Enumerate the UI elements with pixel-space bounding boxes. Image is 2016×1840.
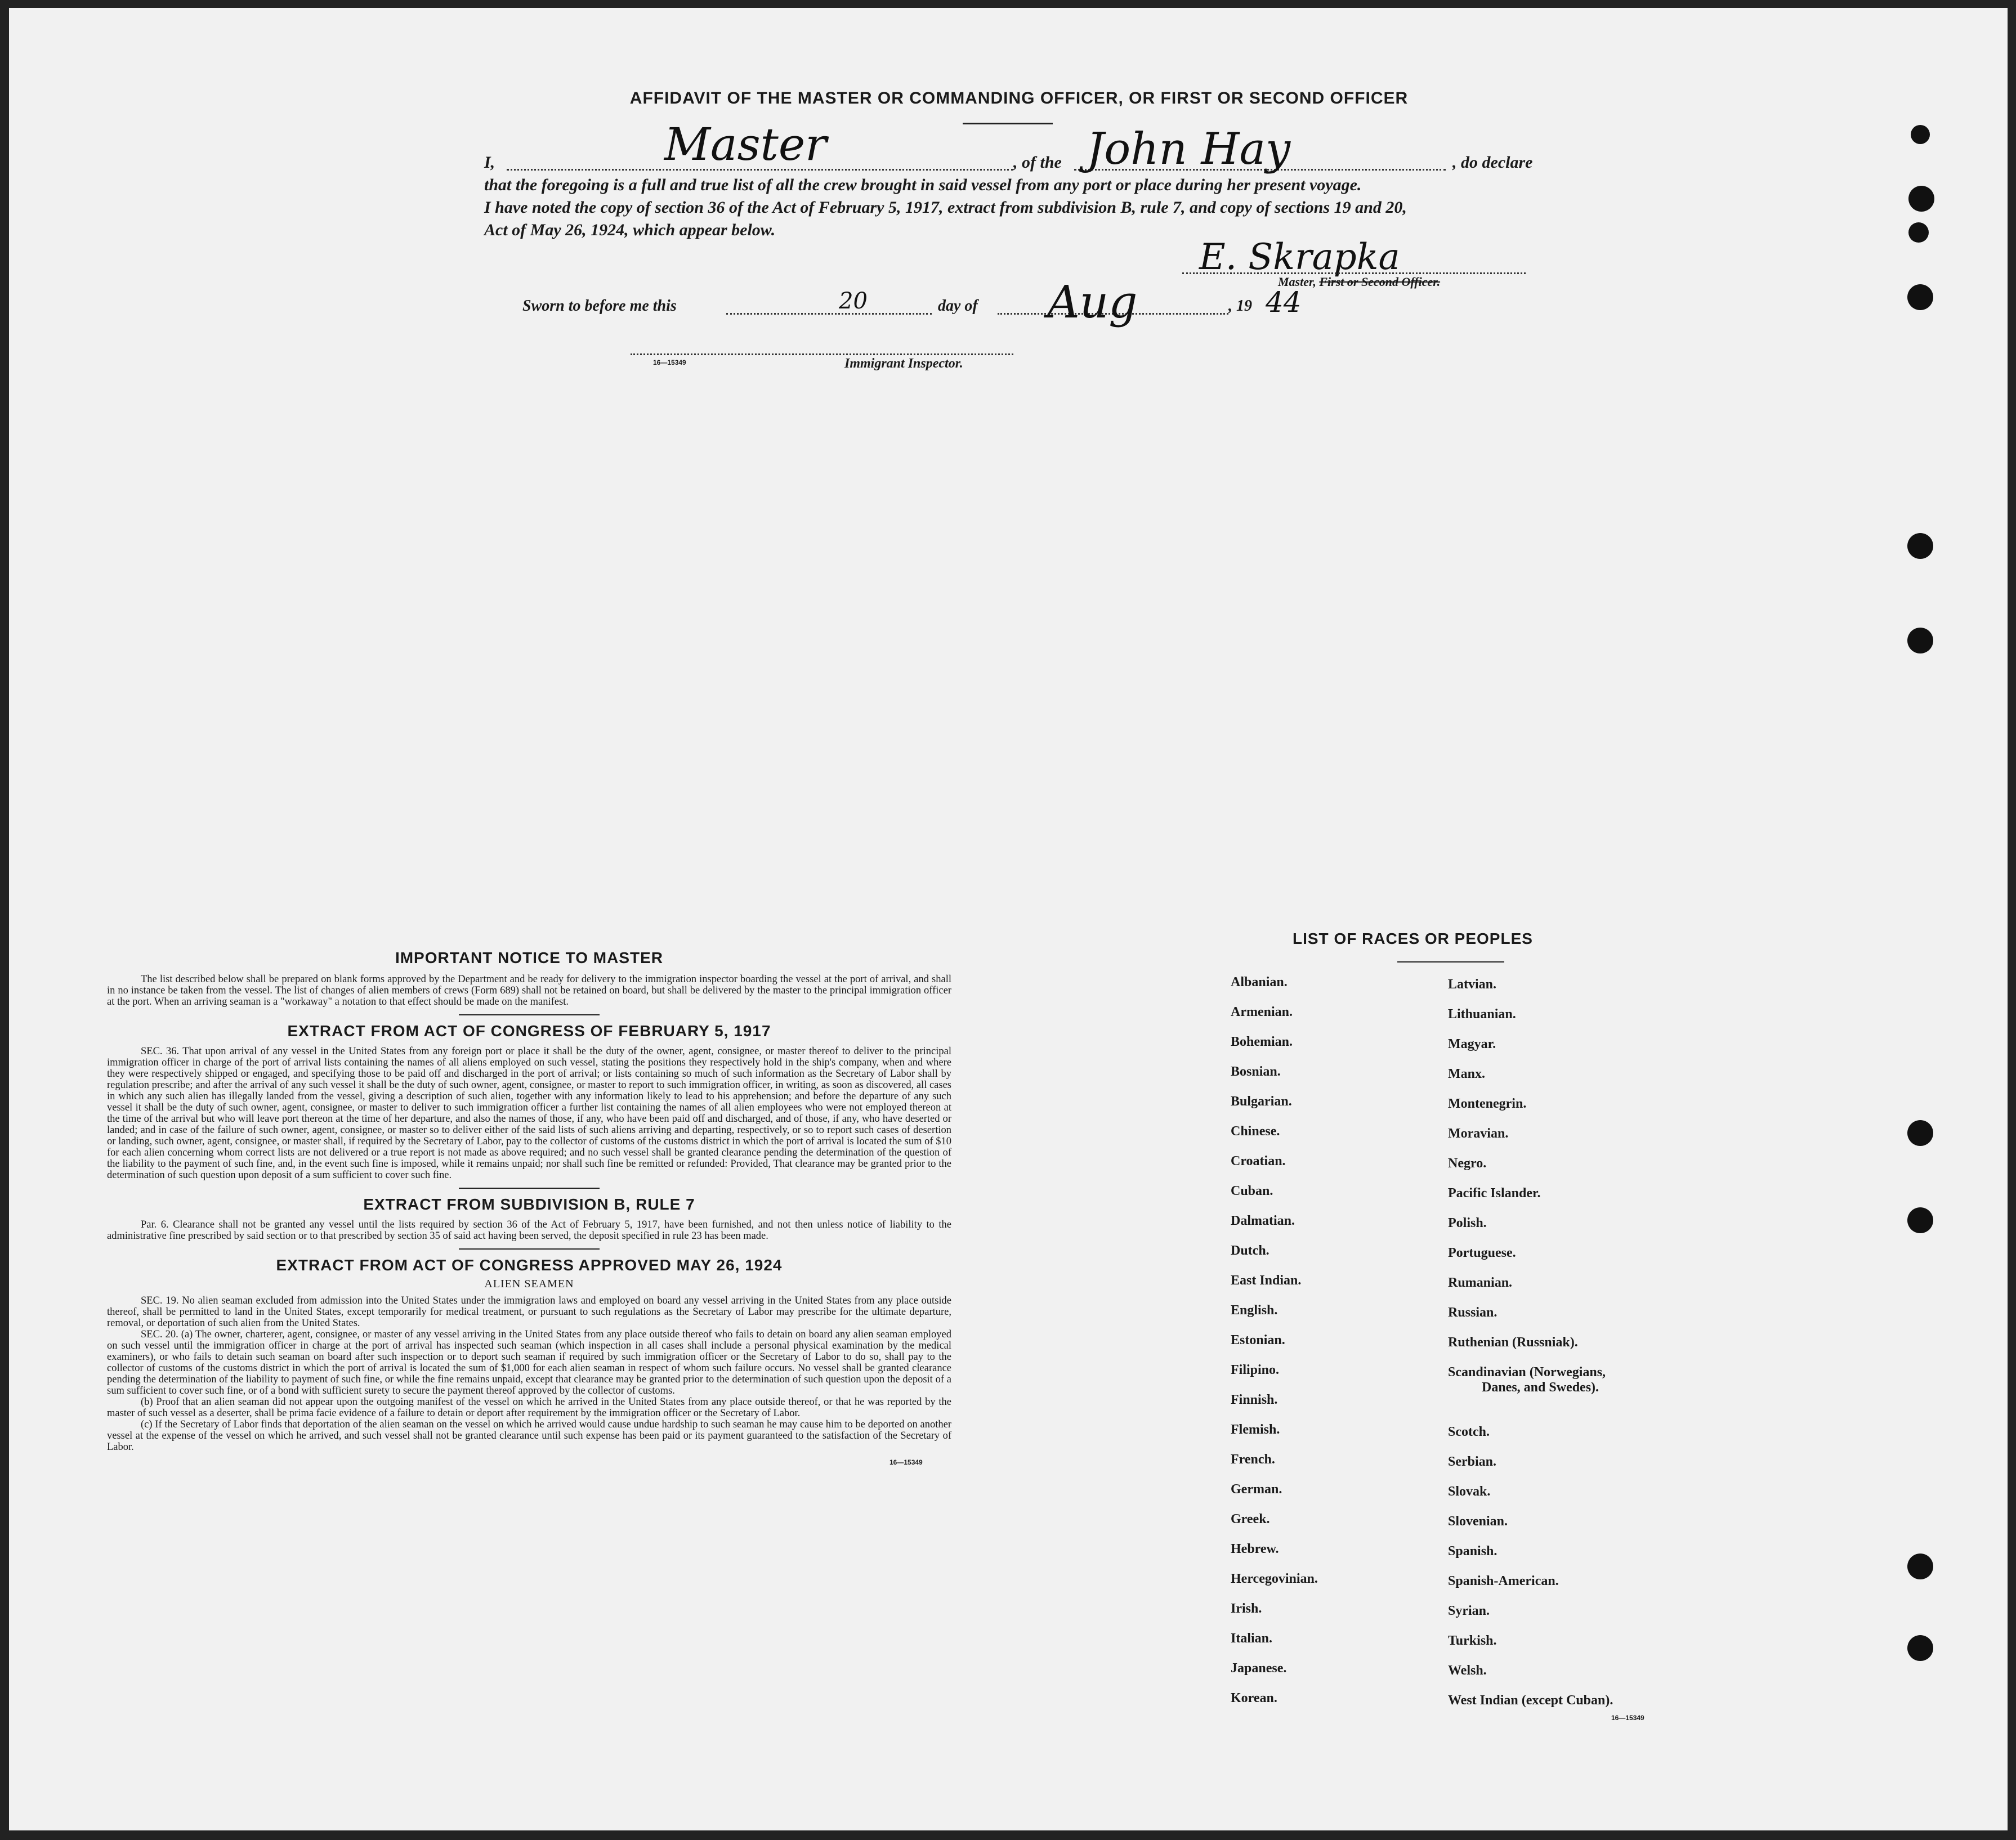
race-item: Hebrew. <box>1231 1542 1279 1556</box>
race-item: Dalmatian. <box>1231 1214 1295 1228</box>
signature-caption <box>1278 275 1440 289</box>
race-item: Flemish. <box>1231 1422 1280 1437</box>
scan-edge-top <box>0 0 2016 8</box>
affidavit-line-4: Act of May 26, 1924, which appear below. <box>484 221 776 239</box>
form-code: 16—15349 <box>653 359 686 366</box>
race-item: Welsh. <box>1448 1663 1487 1678</box>
race-item: English. <box>1231 1303 1278 1318</box>
race-item: Croatian. <box>1231 1154 1286 1169</box>
race-item: West Indian (except Cuban). <box>1448 1693 1613 1708</box>
signature-blank <box>1182 272 1526 274</box>
punch-hole <box>1911 125 1930 144</box>
extract-rule7-title: EXTRACT FROM SUBDIVISION B, RULE 7 <box>363 1196 695 1213</box>
sec-20a-text: SEC. 20. (a) The owner, charterer, agent, consignee, or master of any vessel arriving in the United States from any place outside thereof who fails to detain on board any alien seaman employed on such vessel until the immigration officer in charge at the port of arrival has inspected such seaman (which inspection in all cases shall include a personal physical examination by the medical examiners), or who fails to detain such seaman on board after such inspection or to deport such seaman if required by such immigration officer or the Secretary of Labor to do so, shall pay to the collector of customs of the customs district in which the port of arrival is located the sum of $1,000 for each alien seaman in respect of whom such failure occurs. No vessel shall be granted clearance pending the determination of the liability to payment of such fine, or while the fine remains unpaid, except that clearance may be granted prior to the determination of such question upon the deposit of a sum sufficient to cover such fine, or of a bond with sufficient surety to secure the payment thereof approved by the collector of customs. <box>107 1329 951 1396</box>
race-item: Slovak. <box>1448 1484 1491 1499</box>
extract-1917-body: SEC. 36. That upon arrival of any vessel in the United States from any foreign port or place it shall be the duty of the owner, agent, consignee, or master thereof to deliver to the principal immigration officer in charge of the port of arrival lists containing the names of all aliens employed on such vessel, stating the positions they respectively hold in the ship's company, when and where they were respectively shipped or engaged, and specifying those to be paid off and discharged in the port of arrival; or lists containing so much of such information as the Secretary of Labor shall by regulation prescribe; and after the arrival of any such vessel it shall be the duty of such owner, agent, consignee, or master to report to such immigration officer, in writing, as soon as discovered, all cases in which any such alien has illegally landed from the vessel, giving a description of such alien, together with any information likely to lead to his apprehension; and before the departure of any such vessel it shall be the duty of such owner, agent, consignee, or master to deliver to such immigration officer a further list containing the names of all alien employees who were not employed thereon at the time of the arrival but who will leave port thereon at the time of her departure, and also the names of those, if any, who have been paid off and discharged, and of those, if any, who have deserted or landed; and in case of the failure of such owner, agent, consignee, or master so to deliver either of the said lists of such aliens arriving and departing, respectively, or so to report such cases of desertion or landing, such owner, agent, consignee, or master shall, if required by the Secretary of Labor, pay to the collector of customs of the customs district in which the port of arrival is located the sum of $10 for each alien concerning whom correct lists are not delivered or a true report is not made as above required; and no such vessel shall be granted clearance pending the determination of the question of the liability to the payment of such fine, and, in the event such fine is imposed, while it remains unpaid; nor shall such fine be remitted or refunded: Provided, That clearance may be granted prior to the determination of such question upon deposit of a sum sufficient to cover such fine. <box>107 1046 951 1181</box>
affidavit-title: AFFIDAVIT OF THE MASTER OR COMMANDING OFFICER, OR FIRST OR SECOND OFFICER <box>629 89 1409 108</box>
race-item: Syrian. <box>1448 1604 1490 1618</box>
race-item: Italian. <box>1231 1631 1273 1646</box>
race-item: Chinese. <box>1231 1124 1280 1139</box>
races-right-column <box>1448 977 1613 1723</box>
race-item: Polish. <box>1448 1216 1487 1230</box>
inspector-caption: Immigrant Inspector. <box>844 356 963 371</box>
race-item: Negro. <box>1448 1156 1487 1171</box>
race-item: German. <box>1231 1482 1282 1497</box>
filled-vessel-name: John Hay <box>1087 124 1291 174</box>
race-item: Rumanian. <box>1448 1275 1513 1290</box>
punch-hole <box>1907 533 1933 559</box>
filled-year: 44 <box>1266 286 1302 319</box>
races-title: LIST OF RACES OR PEOPLES <box>1293 930 1533 947</box>
race-item: Serbian. <box>1448 1454 1497 1469</box>
race-item: Slovenian. <box>1448 1514 1508 1529</box>
form-code: 16—15349 <box>889 1458 923 1466</box>
race-item: Danes, and Swedes). <box>1482 1380 1599 1395</box>
scan-edge-bottom <box>0 1830 2016 1840</box>
race-item: Scandinavian (Norwegians, <box>1448 1365 1606 1380</box>
punch-hole <box>1907 1554 1933 1579</box>
notice-section <box>107 949 951 1466</box>
race-item: Scotch. <box>1448 1425 1490 1439</box>
race-item: Spanish-American. <box>1448 1574 1559 1588</box>
race-item: Dutch. <box>1231 1243 1270 1258</box>
divider <box>1397 961 1504 962</box>
signature-caption-struck: First or Second Officer. <box>1319 275 1441 289</box>
punch-hole <box>1907 1120 1933 1146</box>
scan-edge-left <box>0 0 9 1840</box>
punch-hole <box>1907 628 1933 653</box>
alien-seamen-subtitle: ALIEN SEAMEN <box>484 1278 574 1290</box>
filled-day: 20 <box>839 288 868 314</box>
race-item: Cuban. <box>1231 1184 1273 1198</box>
of-the-label: , of the <box>1013 153 1062 172</box>
punch-hole <box>1908 222 1929 243</box>
race-item: Armenian. <box>1231 1005 1293 1019</box>
form-code: 16—15349 <box>1611 1714 1644 1722</box>
extract-rule7-body: Par. 6. Clearance shall not be granted any vessel until the lists required by section 36 of the Act of February 5, 1917, have been furnished, and not then unless notice of liability to the administrative fine prescribed by said section or to that prescribed by section 35 of said act having been served, the deposit specified in rule 23 has been made. <box>107 1219 951 1242</box>
divider <box>459 1014 600 1015</box>
signature: E. Skrapka <box>1199 236 1400 278</box>
affidavit-line-2: that the foregoing is a full and true list of all the crew brought in said vessel from any port or place during her present voyage. <box>484 176 1362 194</box>
race-item: Greek. <box>1231 1512 1270 1526</box>
race-item: Portuguese. <box>1448 1246 1516 1260</box>
race-item: Montenegrin. <box>1448 1096 1527 1111</box>
divider <box>963 123 1053 124</box>
notice-title: IMPORTANT NOTICE TO MASTER <box>395 949 664 966</box>
filled-rank: Master <box>664 118 827 171</box>
race-item: Moravian. <box>1448 1126 1509 1141</box>
year-prefix: , 19 <box>1228 297 1252 315</box>
divider <box>459 1188 600 1189</box>
sec-19-text: SEC. 19. No alien seaman excluded from admission into the United States under the immigration laws and employed on board any vessel arriving in the United States from any place outside thereof, shall be permitted to land in the United States, except temporarily for medical treatment, or pursuant to such regulations as the Secretary of Labor may prescribe for the ultimate departure, removal, or deportation of such alien from the United States. <box>107 1295 951 1329</box>
punch-hole <box>1907 284 1933 310</box>
extract-1917-title: EXTRACT FROM ACT OF CONGRESS OF FEBRUARY 5, 1917 <box>287 1022 771 1040</box>
race-item: French. <box>1231 1452 1275 1467</box>
punch-hole <box>1907 1635 1933 1661</box>
race-item: Lithuanian. <box>1448 1007 1516 1022</box>
race-item: Magyar. <box>1448 1037 1496 1051</box>
scan-edge-right <box>2008 0 2016 1840</box>
day-of-label: day of <box>938 297 978 315</box>
signature-caption-master: Master, <box>1278 275 1316 289</box>
race-item: Bulgarian. <box>1231 1094 1292 1109</box>
filled-month: Aug <box>1047 276 1138 328</box>
race-item: Spanish. <box>1448 1544 1498 1559</box>
punch-hole <box>1908 186 1934 212</box>
race-item: Finnish. <box>1231 1393 1278 1407</box>
race-item: Russian. <box>1448 1305 1498 1320</box>
notice-body: The list described below shall be prepared on blank forms approved by the Department and be ready for delivery to the immigration inspector boarding the vessel at the port of arrival, and shall in no instance be taken from the vessel. The list of changes of alien members of crews (Form 689) shall not be retained on board, but shall be delivered by the master to the principal immigration officer at the port. When an arriving seaman is a "workaway" a notation to that effect should be made on the manifest. <box>107 974 951 1008</box>
sec-20b-text: (b) Proof that an alien seaman did not appear upon the outgoing manifest of the vessel on which he arrived in the United States from any place outside thereof, or that he was reported by the master of such vessel as a deserter, shall be prima facie evidence of a failure to detain or deport after requirement by the immigration officer or the Secretary of Labor. <box>107 1396 951 1419</box>
race-item: Pacific Islander. <box>1448 1186 1541 1201</box>
races-left-column <box>1231 975 1318 1721</box>
inspector-signature-blank <box>631 353 1013 355</box>
sworn-prefix: Sworn to before me this <box>522 297 677 315</box>
race-item: Korean. <box>1231 1691 1277 1705</box>
race-item: East Indian. <box>1231 1273 1302 1288</box>
race-item: Hercegovinian. <box>1231 1572 1318 1586</box>
punch-hole <box>1907 1207 1933 1233</box>
affidavit-line-3: I have noted the copy of section 36 of the Act of February 5, 1917, extract from subdivision B, rule 7, and copy of sections 19 and 20, <box>484 198 1407 217</box>
sec-20c-text: (c) If the Secretary of Labor finds that deportation of the alien seaman on the vessel on which he arrived would cause undue hardship to such seaman he may cause him to be deported on another vessel at the expense of the vessel on which he arrived, and such vessel shall not be granted clearance until such expense has been paid or its payment guaranteed to the satisfaction of the Secretary of Labor. <box>107 1419 951 1453</box>
race-item: Estonian. <box>1231 1333 1285 1347</box>
affidavit-i-label: I, <box>484 153 495 172</box>
race-item: Irish. <box>1231 1601 1262 1616</box>
race-item: Bosnian. <box>1231 1064 1281 1079</box>
race-item: Albanian. <box>1231 975 1288 990</box>
race-item: Japanese. <box>1231 1661 1287 1676</box>
extract-1924-title: EXTRACT FROM ACT OF CONGRESS APPROVED MAY 26, 1924 <box>276 1256 783 1274</box>
race-item: Filipino. <box>1231 1363 1280 1377</box>
race-item: Ruthenian (Russniak). <box>1448 1335 1578 1350</box>
do-declare-label: , do declare <box>1452 153 1533 172</box>
race-item: Latvian. <box>1448 977 1497 992</box>
race-item: Turkish. <box>1448 1633 1497 1648</box>
race-item: Bohemian. <box>1231 1035 1293 1049</box>
day-blank <box>726 313 932 315</box>
divider <box>459 1248 600 1250</box>
race-item: Manx. <box>1448 1067 1485 1081</box>
